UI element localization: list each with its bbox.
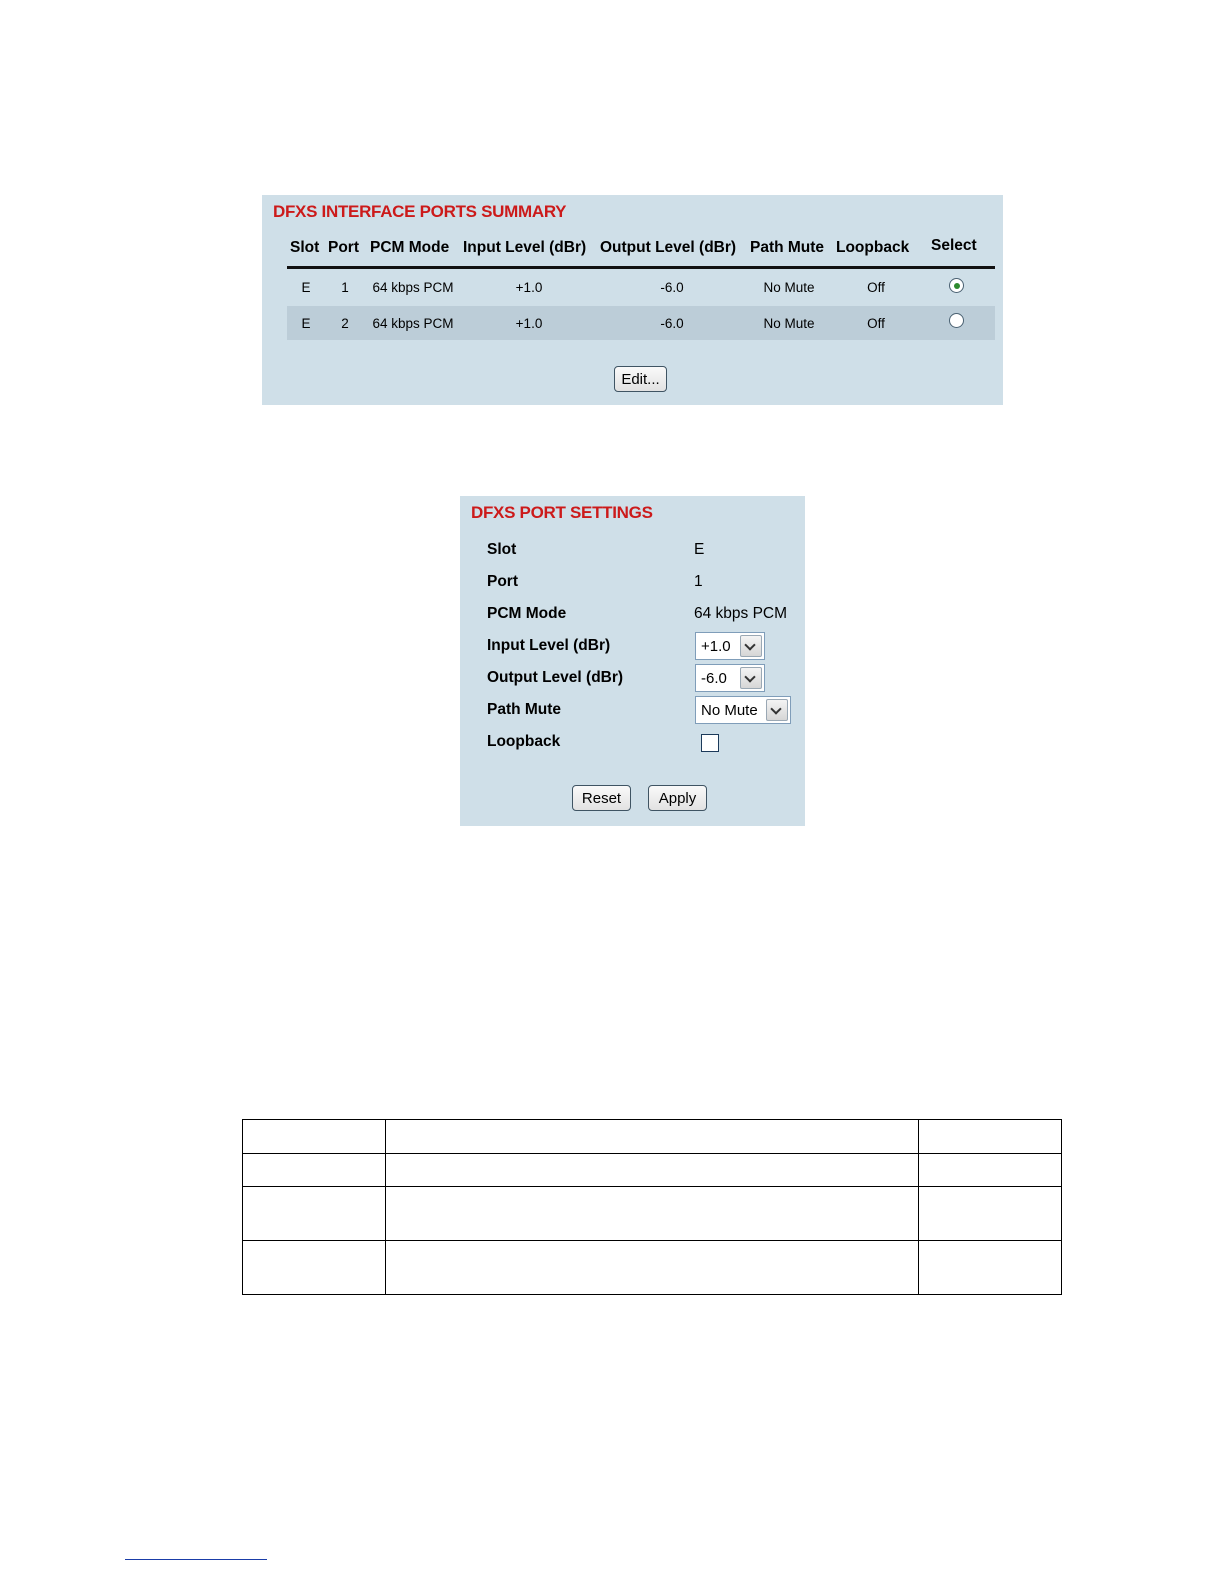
cell-port: 1: [341, 280, 349, 295]
cell-path-mute: No Mute: [763, 280, 815, 295]
cell-input-level: +1.0: [515, 316, 543, 331]
header-input-level: Input Level (dBr): [463, 239, 587, 256]
apply-button[interactable]: Apply: [648, 785, 707, 811]
output-level-select[interactable]: [695, 664, 765, 692]
port-label: Port: [487, 573, 518, 590]
slot-label: Slot: [487, 541, 517, 558]
input-level-label: Input Level (dBr): [487, 637, 611, 654]
output-level-label: Output Level (dBr): [487, 669, 624, 686]
header-output-level: Output Level (dBr): [600, 239, 737, 256]
port-value: 1: [694, 573, 703, 590]
cell-pcm-mode: 64 kbps PCM: [372, 316, 454, 331]
select-radio-row-1[interactable]: [949, 278, 964, 293]
table-cell: [243, 1241, 386, 1295]
document-table: [242, 1119, 1062, 1295]
table-cell: [243, 1120, 386, 1154]
chevron-down-icon[interactable]: [740, 635, 762, 657]
settings-title: DFXS PORT SETTINGS: [471, 503, 653, 522]
loopback-checkbox[interactable]: [701, 734, 719, 752]
edit-button[interactable]: Edit...: [614, 366, 667, 392]
path-mute-label: Path Mute: [487, 701, 562, 718]
table-cell: [243, 1187, 386, 1241]
cell-slot: E: [301, 316, 311, 331]
header-divider: [287, 266, 995, 269]
cell-loopback: Off: [867, 280, 885, 295]
table-cell: [386, 1120, 919, 1154]
header-slot: Slot: [290, 239, 320, 256]
ports-summary-panel: [262, 195, 1003, 405]
output-level-selected-value: -6.0: [701, 670, 727, 687]
cell-pcm-mode: 64 kbps PCM: [372, 280, 454, 295]
header-select: Select: [931, 237, 977, 254]
chevron-down-icon[interactable]: [766, 699, 788, 721]
table-row: [243, 1241, 1062, 1295]
header-pcm-mode: PCM Mode: [370, 239, 450, 256]
table-row: [287, 270, 995, 304]
table-cell: [386, 1187, 919, 1241]
header-port: Port: [328, 239, 359, 256]
cell-path-mute: No Mute: [763, 316, 815, 331]
chevron-down-icon[interactable]: [740, 667, 762, 689]
path-mute-select[interactable]: [695, 696, 791, 724]
cell-slot: E: [301, 280, 311, 295]
header-loopback: Loopback: [836, 239, 910, 256]
cell-output-level: -6.0: [660, 316, 684, 331]
table-cell: [919, 1154, 1062, 1187]
cell-port: 2: [341, 316, 349, 331]
table-cell: [919, 1187, 1062, 1241]
table-row: [287, 306, 995, 340]
reset-button[interactable]: Reset: [572, 785, 631, 811]
cell-input-level: +1.0: [515, 280, 543, 295]
table-cell: [919, 1241, 1062, 1295]
table-cell: [243, 1154, 386, 1187]
table-row: [243, 1120, 1062, 1154]
path-mute-selected-value: No Mute: [701, 702, 758, 719]
loopback-label: Loopback: [487, 733, 561, 750]
table-row: [243, 1187, 1062, 1241]
cell-output-level: -6.0: [660, 280, 684, 295]
table-row: [243, 1154, 1062, 1187]
port-settings-panel: [460, 496, 805, 826]
pcm-mode-label: PCM Mode: [487, 605, 567, 622]
cell-loopback: Off: [867, 316, 885, 331]
footnote-separator: [125, 1559, 267, 1560]
table-cell: [919, 1120, 1062, 1154]
table-cell: [386, 1154, 919, 1187]
input-level-select[interactable]: [695, 632, 765, 660]
table-cell: [386, 1241, 919, 1295]
input-level-selected-value: +1.0: [701, 638, 731, 655]
slot-value: E: [694, 541, 705, 558]
header-path-mute: Path Mute: [750, 239, 825, 256]
summary-title: DFXS INTERFACE PORTS SUMMARY: [273, 202, 567, 221]
pcm-mode-value: 64 kbps PCM: [694, 605, 788, 622]
select-radio-row-2[interactable]: [949, 313, 964, 328]
